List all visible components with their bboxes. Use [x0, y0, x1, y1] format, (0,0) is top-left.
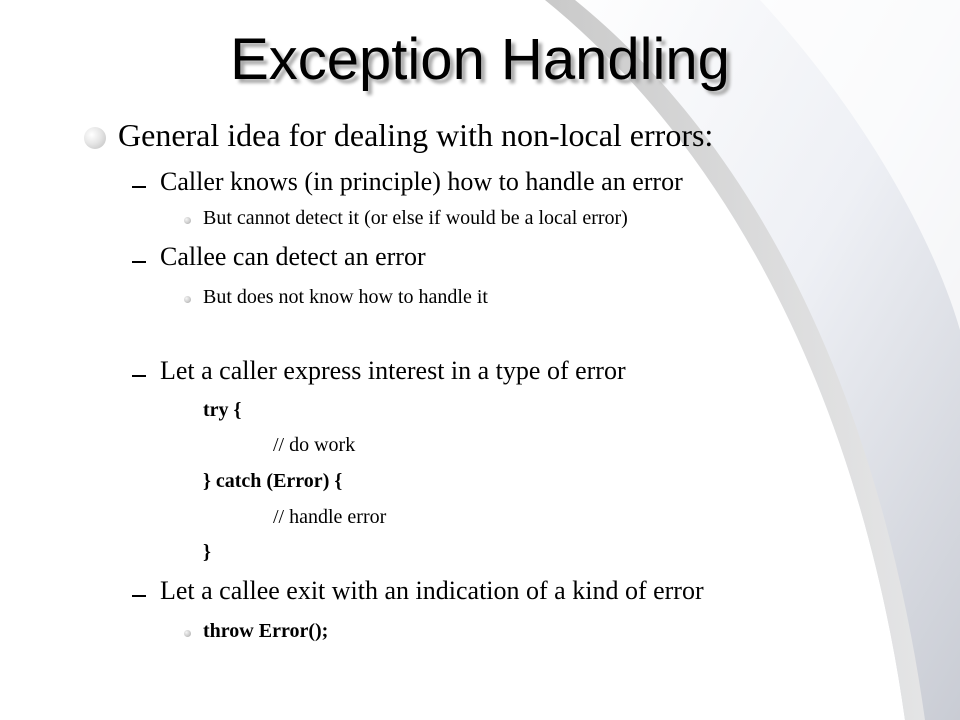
- dash-icon: [132, 595, 146, 597]
- dash-icon: [132, 186, 146, 188]
- sub-bullet-caller-knows: Caller knows (in principle) how to handle an error: [160, 167, 683, 196]
- code-line-comment-work: // do work: [273, 434, 356, 456]
- detail-not-know-handle: But does not know how to handle it: [203, 286, 488, 308]
- sub-bullet-callee-detects: Callee can detect an error: [160, 242, 426, 271]
- slide-title: Exception Handling: [230, 27, 730, 92]
- bullet-icon: [84, 127, 106, 149]
- detail-cannot-detect: But cannot detect it (or else if would be a local error): [203, 207, 628, 229]
- bullet-icon: [184, 296, 191, 303]
- sub-bullet-callee-exit: Let a callee exit with an indication of a kind of error: [160, 576, 704, 605]
- bullet-icon: [184, 630, 191, 637]
- sub-bullet-caller-express: Let a caller express interest in a type of error: [160, 356, 626, 385]
- bullet-icon: [184, 217, 191, 224]
- dash-icon: [132, 261, 146, 263]
- main-bullet-text: General idea for dealing with non-local errors:: [118, 117, 714, 153]
- code-line-try: try {: [203, 399, 242, 421]
- detail-throw-error: throw Error();: [203, 620, 329, 642]
- code-line-catch: } catch (Error) {: [203, 470, 343, 492]
- code-line-close-brace: }: [203, 541, 211, 563]
- code-line-comment-handle: // handle error: [273, 506, 387, 528]
- dash-icon: [132, 375, 146, 377]
